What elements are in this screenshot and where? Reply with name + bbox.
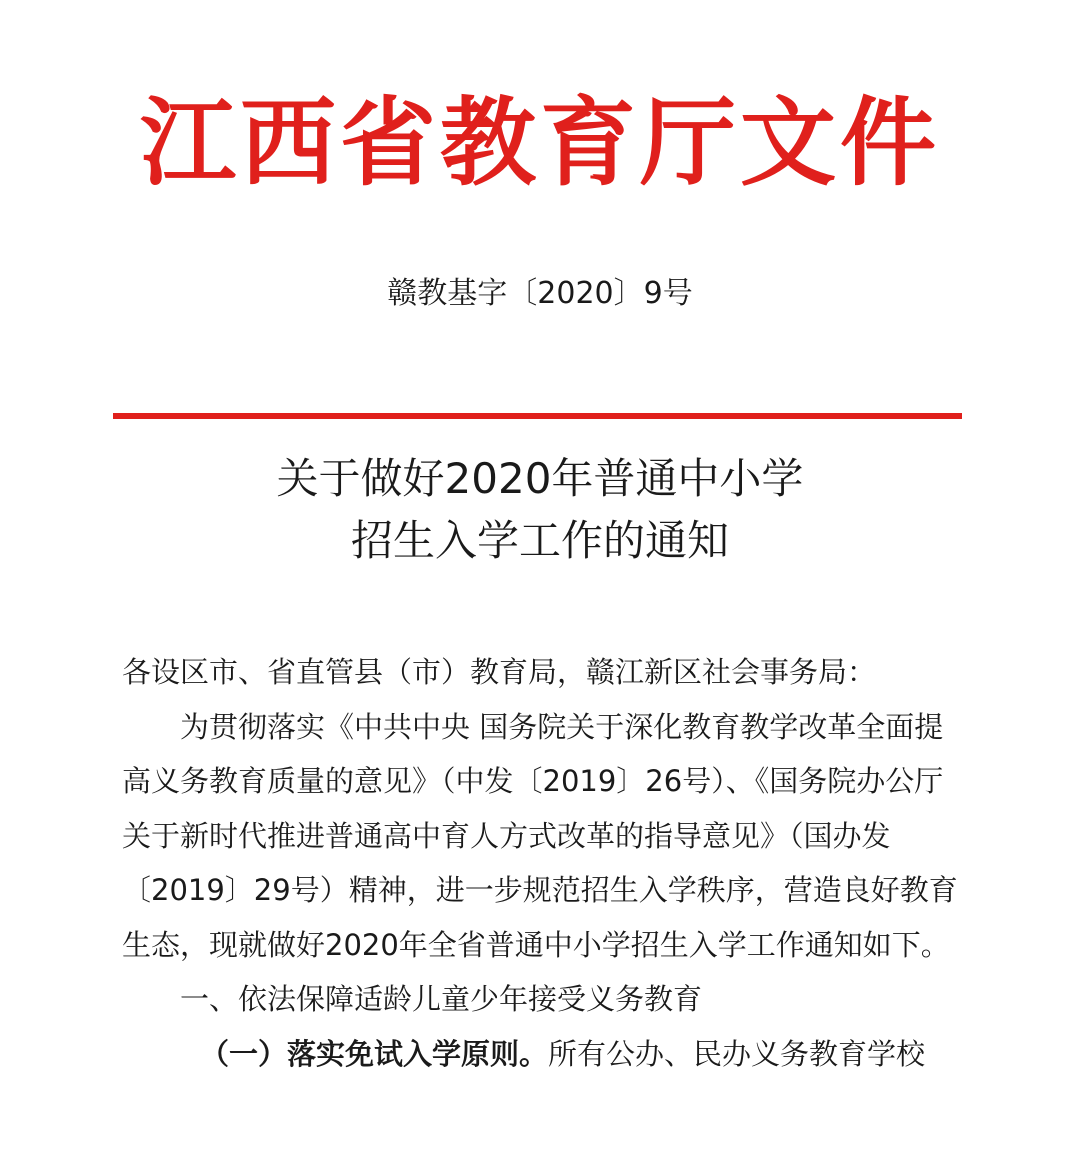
title-line-1: 关于做好2020年普通中小学 [276,454,804,503]
document-number: 赣教基字〔2020〕9号 [387,276,693,311]
title-line-2: 招生入学工作的通知 [350,516,729,565]
paragraph-1: 为贯彻落实《中共中央 国务院关于深化教育教学改革全面提高义务教育质量的意见》（中发〔2019〕26号）、《国务院办公厅关于新时代推进普通高中育人方式改革的指导意见》（国办发〔2019〕29号）精神，进一步规范招生入学秩序，营造良好教育生态，现就做好2020年全省普通中小学招生入学工作通知如下。 [122,709,958,962]
document-body [122,645,958,1081]
red-divider-line [113,413,962,419]
section-1-heading: 一、依法保障适龄儿童少年接受义务教育 [180,982,703,1016]
salutation: 各设区市、省直管县（市）教育局，赣江新区社会事务局： [122,655,877,689]
document-title [0,448,1080,572]
subsection-1 [122,1027,958,1082]
subsection-1-label: （一）落实免试入学原则。 [200,1036,549,1071]
masthead-title: 江西省教育厅文件 [140,87,940,199]
subsection-1-text: 所有公办、民办义务教育学校 [548,1036,926,1071]
